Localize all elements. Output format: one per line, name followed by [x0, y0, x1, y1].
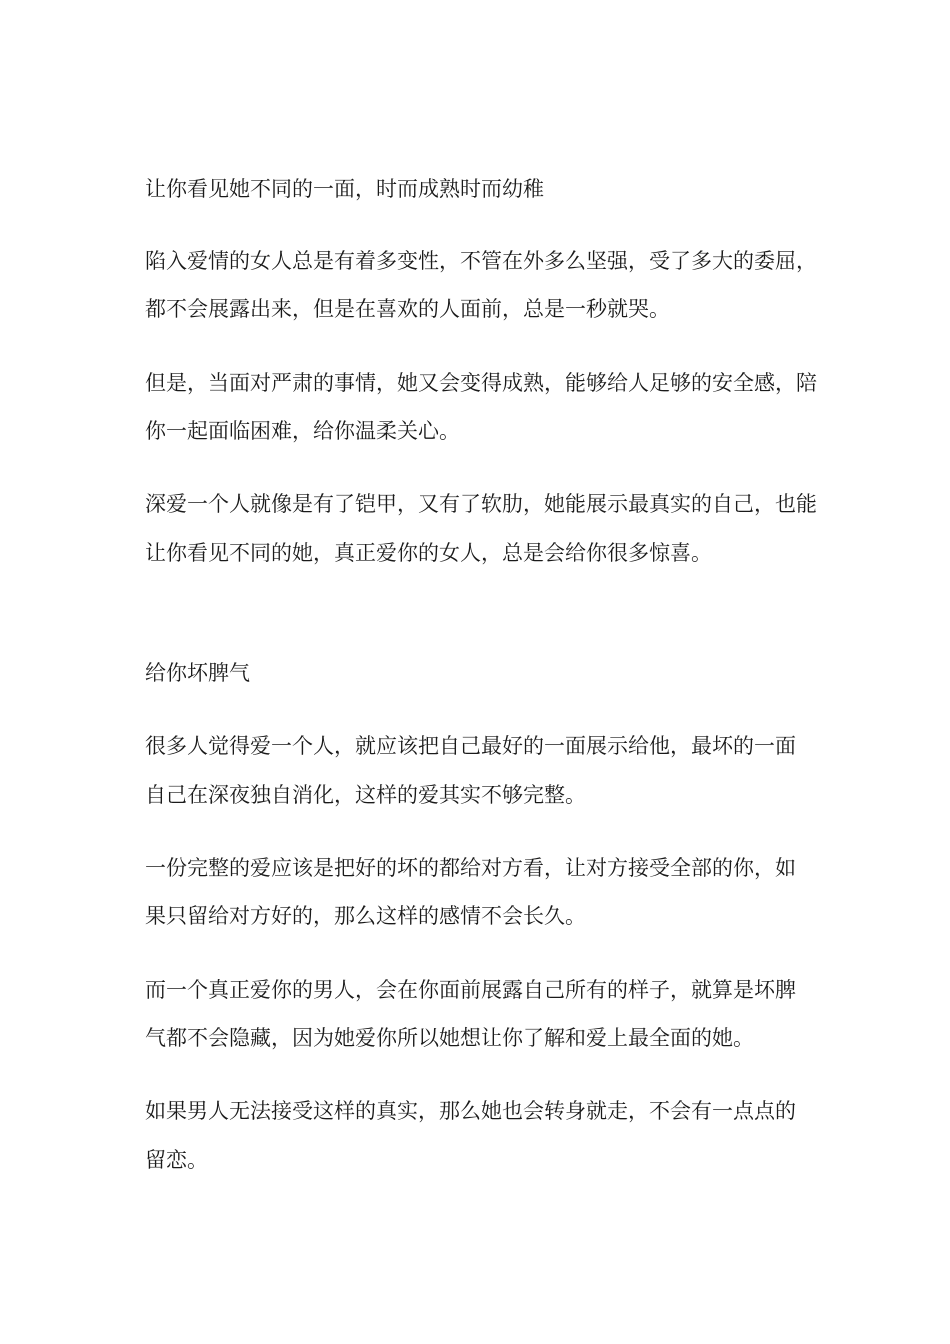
paragraph-line: 陷入爱情的女人总是有着多变性，不管在外多么坚强，受了多大的委屈，: [145, 249, 817, 273]
paragraph-line: 你一起面临困难，给你温柔关心。: [145, 419, 460, 443]
paragraph-line: 很多人觉得爱一个人，就应该把自己最好的一面展示给他，最坏的一面: [145, 734, 796, 758]
paragraph-line: 都不会展露出来，但是在喜欢的人面前，总是一秒就哭。: [145, 297, 670, 321]
paragraph-line: 深爱一个人就像是有了铠甲，又有了软肋，她能展示最真实的自己，也能: [145, 492, 817, 516]
section-heading: 让你看见她不同的一面，时而成熟时而幼稚: [145, 177, 544, 201]
paragraph-line: 如果男人无法接受这样的真实，那么她也会转身就走，不会有一点点的: [145, 1099, 796, 1123]
paragraph-line: 但是，当面对严肃的事情，她又会变得成熟，能够给人足够的安全感，陪: [145, 371, 817, 395]
section-heading: 给你坏脾气: [145, 661, 250, 685]
paragraph-line: 果只留给对方好的，那么这样的感情不会长久。: [145, 904, 586, 928]
paragraph-line: 留恋。: [145, 1148, 208, 1172]
paragraph-line: 气都不会隐藏，因为她爱你所以她想让你了解和爱上最全面的她。: [145, 1026, 754, 1050]
paragraph-line: 让你看见不同的她，真正爱你的女人，总是会给你很多惊喜。: [145, 541, 712, 565]
paragraph-line: 而一个真正爱你的男人，会在你面前展露自己所有的样子，就算是坏脾: [145, 978, 796, 1002]
paragraph-line: 自己在深夜独自消化，这样的爱其实不够完整。: [145, 783, 586, 807]
paragraph-line: 一份完整的爱应该是把好的坏的都给对方看，让对方接受全部的你，如: [145, 856, 796, 880]
